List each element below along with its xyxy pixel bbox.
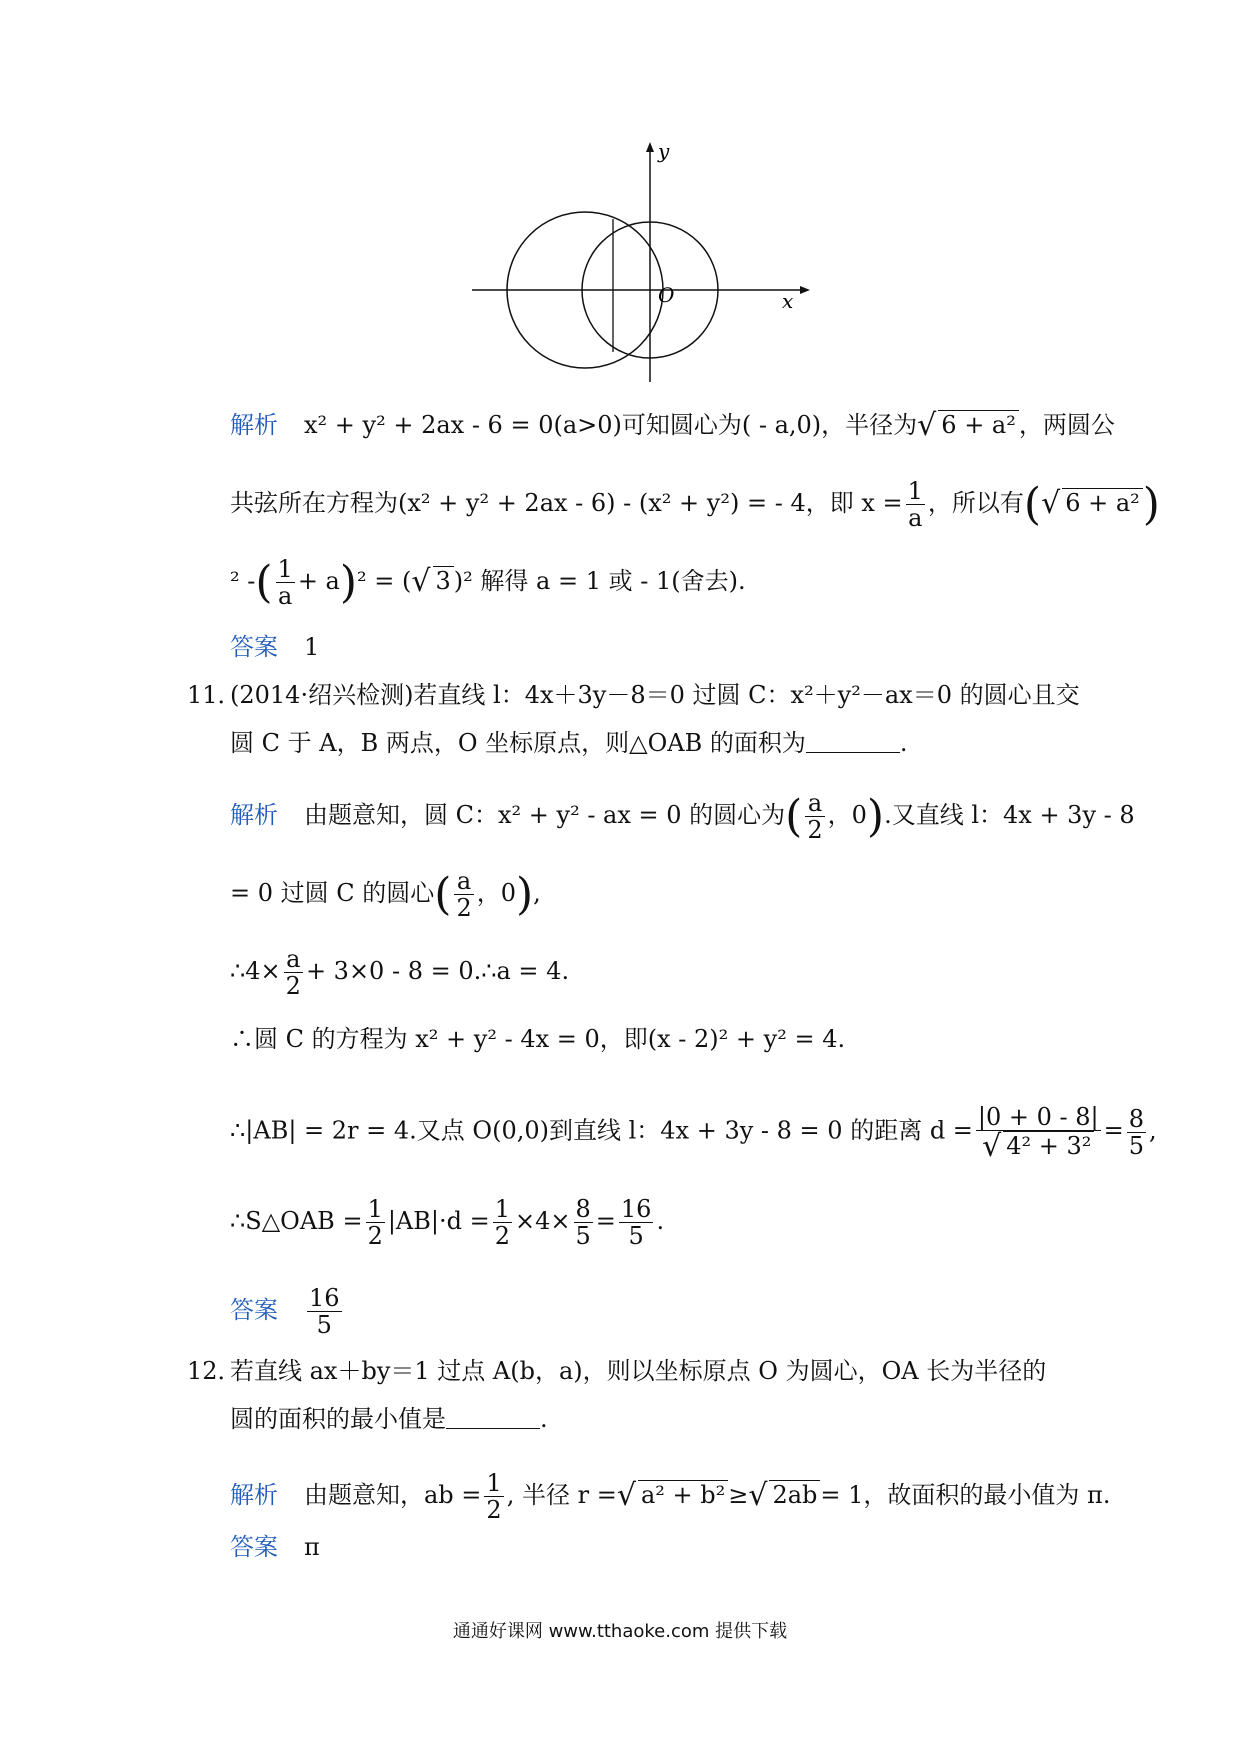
answer-fraction: $\frac{16}{5}$ <box>309 1284 340 1339</box>
fraction: $\frac{1}{a}$ <box>907 477 923 532</box>
q10-solution-line1: 解析 x² + y² + 2ax - 6 = 0(a>0)可知圆心为( - a,0)，半径为√ 6 + a² ，两圆公 <box>230 408 1115 443</box>
q11-question-line1: (2014·绍兴检测)若直线 l：4x＋3y－8＝0 过圆 C：x²＋y²－ax＝0 的圆心且交 <box>230 681 1080 709</box>
q12-number: 12． <box>187 1357 242 1385</box>
analysis-label: 解析 <box>230 801 278 829</box>
q12-question-line2: 圆的面积的最小值是 . <box>230 1405 548 1433</box>
q11-solution-line5: ∴|AB| = 2r = 4.又点 O(0,0)到直线 l：4x + 3y - 8 = 0 的距离 d = $\frac{|0 + 0 - 8|}{\text{√ 4² + 3²}}$ = $\frac{8}{5}$ , <box>230 1103 1157 1164</box>
q10-answer: 答案 1 <box>230 633 320 661</box>
q12-solution: 解析 由题意知，ab = $\frac{1}{2}$ , 半径 r =√ a² + b² ≥√ 2ab = 1，故面积的最小值为 π. <box>230 1469 1111 1524</box>
fraction: $\frac{8}{5}$ <box>575 1195 591 1250</box>
page-footer: 通通好课网 www.tthaoke.com 提供下载 <box>452 1621 788 1642</box>
analysis-label: 解析 <box>230 1481 278 1509</box>
q11-question-line2: 圆 C 于 A，B 两点，O 坐标原点，则△OAB 的面积为 . <box>230 729 908 757</box>
y-axis-arrow <box>646 142 654 152</box>
answer-label: 答案 <box>230 633 278 661</box>
q11-solution-line4: ∴圆 C 的方程为 x² + y² - 4x = 0，即(x - 2)² + y² = 4. <box>230 1025 846 1053</box>
q12-question-line1: 若直线 ax＋by＝1 过点 A(b，a)，则以坐标原点 O 为圆心，OA 长为半径的 <box>230 1357 1047 1385</box>
q11-solution-line3: ∴4× $\frac{a}{2}$ + 3×0 - 8 = 0.∴a = 4. <box>230 945 570 1000</box>
q11-solution-line6: ∴S△OAB = $\frac{1}{2}$ |AB|·d = $\frac{1}{2}$ ×4× $\frac{8}{5}$ = $\frac{16}{5}$ . <box>230 1195 665 1250</box>
fraction: $\frac{1}{2}$ <box>367 1195 383 1250</box>
q11-number: 11． <box>187 681 242 709</box>
q12-answer: 答案 π <box>230 1533 320 1561</box>
two-circles-figure <box>470 140 810 390</box>
q11-solution-line2: = 0 过圆 C 的圆心( $\frac{a}{2}$ ，0), <box>230 867 541 922</box>
answer-label: 答案 <box>230 1533 278 1561</box>
q10-solution-line3: ² -( $\frac{1}{a}$ + a)² = (√ 3 )² 解得 a = 1 或 - 1(舍去). <box>230 555 746 610</box>
fraction: $\frac{16}{5}$ <box>620 1195 652 1250</box>
fraction: $\frac{a}{2}$ <box>285 945 301 1000</box>
fraction: $\frac{a}{2}$ <box>807 789 823 844</box>
answer-blank <box>806 752 900 753</box>
fraction: $\frac{8}{5}$ <box>1128 1104 1145 1160</box>
fraction: $\frac{a}{2}$ <box>456 867 472 922</box>
q11-answer <box>230 1285 345 1338</box>
answer-blank <box>446 1428 540 1429</box>
fraction: $\frac{1}{a}$ <box>277 555 293 610</box>
fraction: $\frac{1}{2}$ <box>494 1195 510 1250</box>
fraction: $\frac{|0 + 0 - 8|}{\text{√ 4² + 3²}}$ <box>977 1103 1099 1164</box>
fraction: $\frac{1}{2}$ <box>486 1469 502 1524</box>
answer-label: 答案 <box>230 1296 278 1324</box>
analysis-label: 解析 <box>230 411 278 439</box>
q11-solution-line1: 解析 由题意知，圆 C：x² + y² - ax = 0 的圆心为( $\frac{a}{2}$ ，0).又直线 l：4x + 3y - 8 <box>230 789 1135 844</box>
x-axis-arrow <box>800 286 810 294</box>
x-axis-label: x <box>782 289 794 313</box>
y-axis-label: y <box>658 140 670 163</box>
q10-solution-line2: 共弦所在方程为(x² + y² + 2ax - 6) - (x² + y²) = - 4，即 x = $\frac{1}{a}$ ，所以有(√ 6 + a²) <box>230 477 1160 532</box>
origin-label: O <box>658 283 675 307</box>
